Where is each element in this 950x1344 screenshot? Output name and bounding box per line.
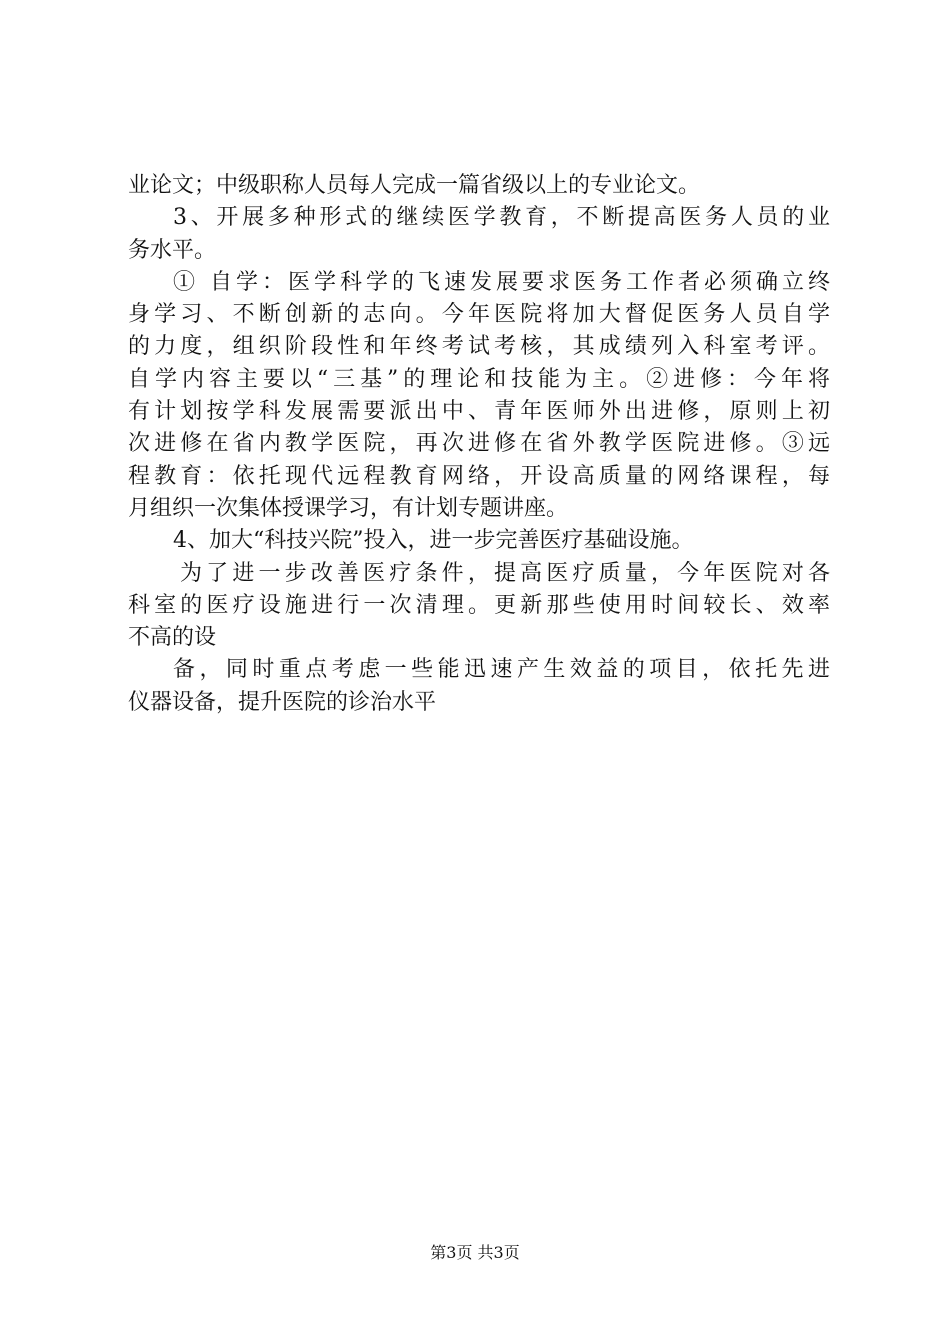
text-line: 务水平。: [128, 237, 217, 263]
text-line: 自学内容主要以“三基”的理论和技能为主。②进修：今年将: [128, 366, 830, 392]
text-line: ① 自学：医学科学的飞速发展要求医务工作者必须确立终: [173, 269, 830, 295]
text-line: 仪器设备，提升医院的诊治水平: [128, 689, 437, 715]
text-line: 科室的医疗设施进行一次清理。更新那些使用时间较长、效率: [128, 592, 830, 618]
text-line: 程教育：依托现代远程教育网络，开设高质量的网络课程，每: [128, 463, 830, 489]
document-body: [128, 170, 830, 719]
text-line: 月组织一次集体授课学习，有计划专题讲座。: [128, 495, 569, 521]
page-number-footer: 第3页 共3页: [430, 1243, 520, 1262]
text-line: 3、开展多种形式的继续医学教育，不断提高医务人员的业: [173, 205, 830, 231]
text-line: 4、加大“科技兴院”投入，进一步完善医疗基础设施。: [173, 528, 694, 554]
text-line: 为了进一步改善医疗条件，提高医疗质量，今年医院对各: [180, 560, 830, 586]
text-line: 的力度，组织阶段性和年终考试考核，其成绩列入科室考评。: [128, 334, 830, 360]
text-line: 身学习、不断创新的志向。今年医院将加大督促医务人员自学: [128, 302, 830, 328]
text-line: 次进修在省内教学医院，再次进修在省外教学医院进修。③远: [128, 431, 830, 457]
text-line: 有计划按学科发展需要派出中、青年医师外出进修，原则上初: [128, 399, 830, 425]
text-line: 不高的设: [128, 625, 217, 651]
text-line: 备，同时重点考虑一些能迅速产生效益的项目，依托先进: [173, 657, 830, 683]
text-line: 业论文；中级职称人员每人完成一篇省级以上的专业论文。: [128, 173, 701, 198]
